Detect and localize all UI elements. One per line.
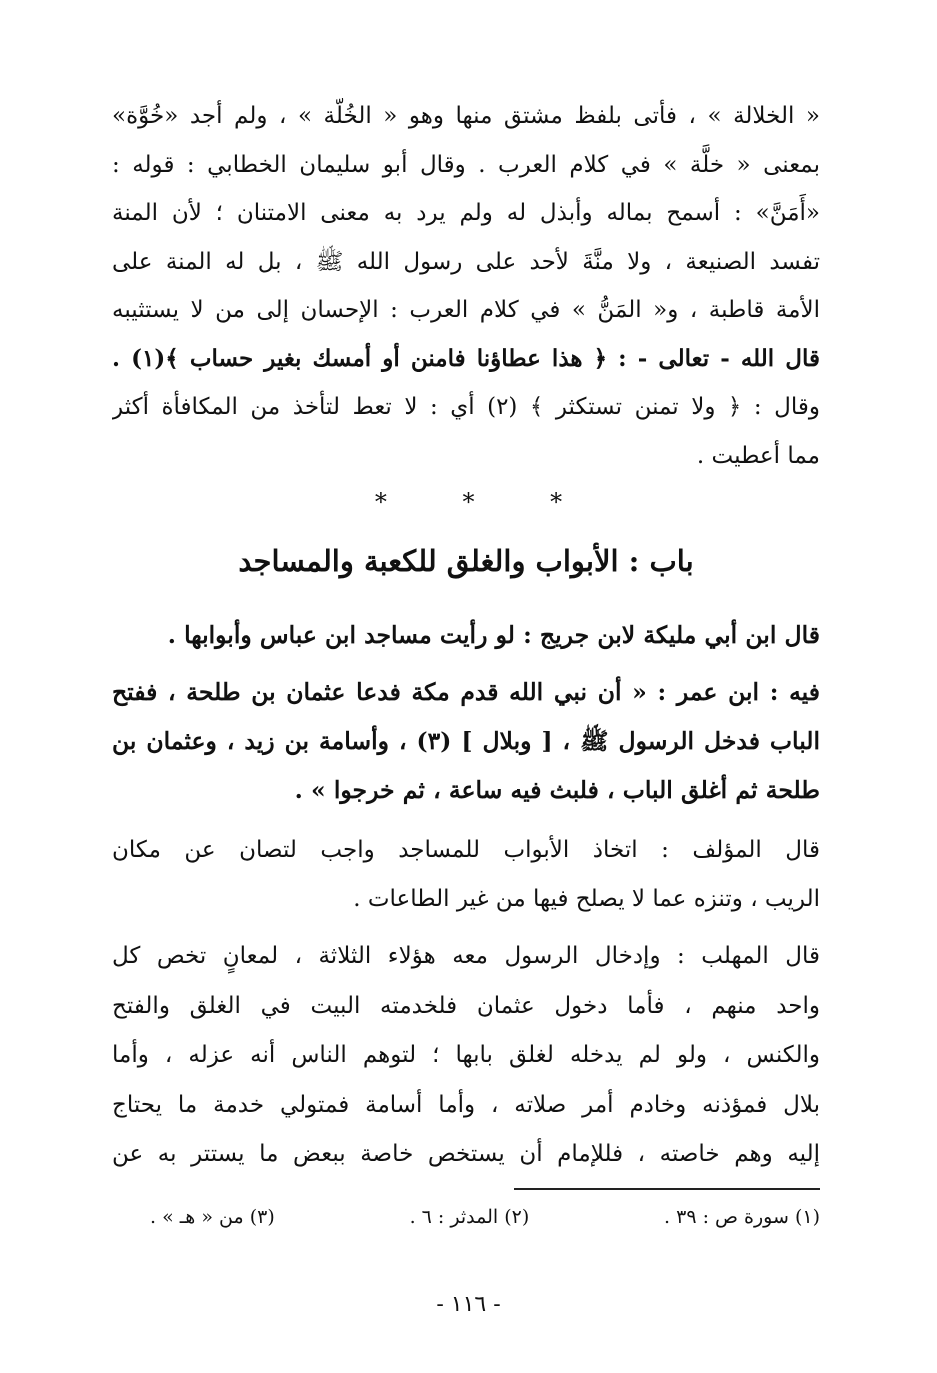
text-line: «أَمَنَّ» : أسمح بماله وأبذل له ولم يرد به معنى الامتنان ؛ لأن المنة xyxy=(112,200,820,226)
text-line: إليه وهم خاصته ، فللإمام أن يستخص خاصة ببعض ما يستتر به عن xyxy=(112,1141,820,1167)
text-line: تفسد الصنيعة ، ولا منَّةَ لأحد على رسول الله ﷺ ، بل له المنة على xyxy=(112,248,820,275)
footnote-2: (٢) المدثر : ٦ . xyxy=(409,1206,530,1228)
paragraph-muhallab xyxy=(112,932,820,1180)
text-line: قال المهلب : وإدخال الرسول معه هؤلاء الثلاثة ، لمعانٍ تخص كل xyxy=(112,943,820,969)
page-number: - ١١٦ - xyxy=(436,1292,501,1317)
text-line: فيه : ابن عمر : « أن نبي الله قدم مكة فدعا عثمان بن طلحة ، ففتح xyxy=(112,678,820,706)
text-line: طلحة ثم أغلق الباب ، فلبث فيه ساعة ، ثم خرجوا » . xyxy=(294,776,820,804)
paragraph-report xyxy=(112,613,820,657)
paragraph-hadith xyxy=(112,668,820,815)
text-line: قال ابن أبي مليكة لابن جريج : لو رأيت مساجد ابن عباس وأبوابها . xyxy=(167,621,820,649)
section-separator xyxy=(0,488,937,516)
footnotes xyxy=(150,1206,820,1228)
text-line: واحد منهم ، فأما دخول عثمان فلخدمته البيت في الغلق والفتح xyxy=(112,992,820,1019)
footnote-3: (٣) من « هـ » . xyxy=(150,1206,275,1228)
text-line: قال المؤلف : اتخاذ الأبواب للمساجد واجب لتصان عن مكان xyxy=(112,837,820,863)
text-line: « الخلالة » ، فأتى بلفظ مشتق منها وهو « الخُلّة » ، ولم أجد «خُوَّة» xyxy=(112,103,820,129)
paragraph-author-comment xyxy=(112,826,820,924)
paragraph-commentary xyxy=(112,92,820,480)
text-line: الباب فدخل الرسول ﷺ ، [ وبلال ] (٣) ، وأسامة بن زيد ، وعثمان بن xyxy=(112,727,820,755)
star-icon: * xyxy=(374,488,387,516)
text-line: مما أعطيت . xyxy=(696,442,820,469)
text-line: بلال فمؤذنه وخادم أمر صلاته ، وأما أسامة فمتولي خدمة ما يحتاج xyxy=(112,1091,820,1118)
footnote-1: (١) سورة ص : ٣٩ . xyxy=(664,1206,820,1228)
text-line: الأمة قاطبة ، و« المَنُّ » في كلام العرب : الإحسان إلى من لا يستثيبه xyxy=(112,297,820,323)
footnote-divider xyxy=(514,1188,820,1190)
text-line: الريب ، وتنزه عما لا يصلح فيها من غير الطاعات . xyxy=(353,886,820,912)
chapter-heading: باب : الأبواب والغلق للكعبة والمساجد xyxy=(238,544,694,578)
star-icon: * xyxy=(550,488,563,516)
text-line: بمعنى « خلَّة » في كلام العرب . وقال أبو سليمان الخطابي : قوله : xyxy=(112,151,820,178)
text-line-quran: قال الله - تعالى - : ﴿ هذا عطاؤنا فامنن أو أمسك بغير حساب ﴾(١) . xyxy=(112,344,820,372)
star-icon: * xyxy=(462,488,475,516)
text-line: والكنس ، ولو لم يدخله لغلق بابها ؛ لتوهم الناس أنه عزله ، وأما xyxy=(112,1042,820,1068)
text-line: وقال : ﴿ ولا تمنن تستكثر ﴾ (٢) أي : لا تعط لتأخذ من المكافأة أكثر xyxy=(112,394,820,420)
